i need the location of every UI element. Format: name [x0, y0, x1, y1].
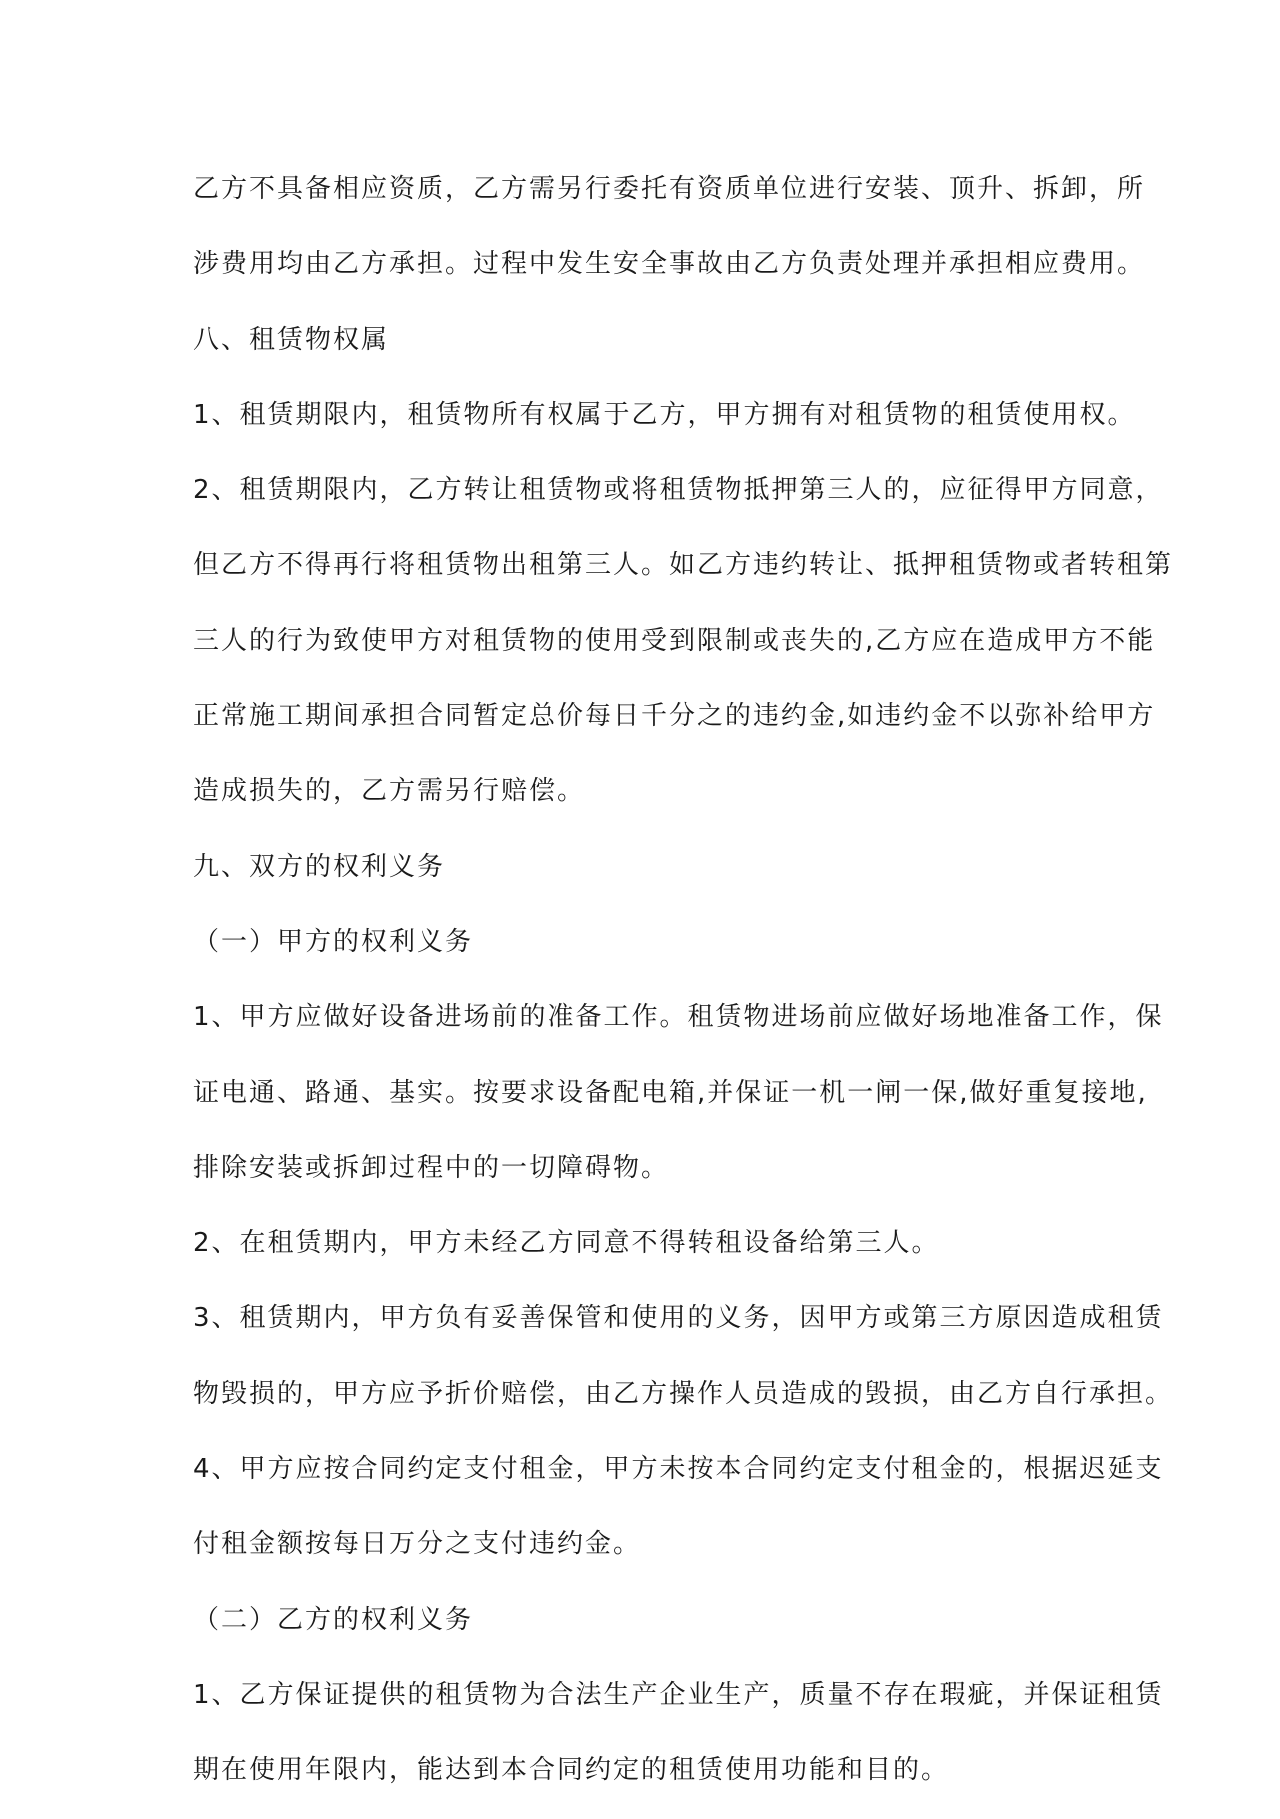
- paragraph-line: 付租金额按每日万分之支付违约金。: [193, 1529, 642, 1560]
- subsection-heading: （二）乙方的权利义务: [193, 1604, 474, 1635]
- paragraph-line: 1、乙方保证提供的租赁物为合法生产企业生产，质量不存在瑕疵，并保证租赁: [193, 1679, 1164, 1710]
- paragraph-line: 期在使用年限内，能达到本合同约定的租赁使用功能和目的。: [193, 1755, 950, 1786]
- contract-text: [193, 162, 1174, 1819]
- paragraph-line: 1、甲方应做好设备进场前的准备工作。租赁物进场前应做好场地准备工作，保: [193, 1002, 1164, 1033]
- paragraph-line: 证电通、路通、基实。按要求设备配电箱,并保证一机一闸一保,做好重复接地,: [193, 1077, 1148, 1108]
- paragraph-line: 造成损失的，乙方需另行赔偿。: [193, 776, 586, 807]
- paragraph-line: 乙方不具备相应资质，乙方需另行委托有资质单位进行安装、顶升、拆卸，所: [193, 174, 1146, 204]
- paragraph-line: 2、在租赁期内，甲方未经乙方同意不得转租设备给第三人。: [193, 1228, 940, 1259]
- section-heading: 九、双方的权利义务: [193, 851, 446, 882]
- paragraph-line: 4、甲方应按合同约定支付租金，甲方未按本合同约定支付租金的，根据迟延支: [193, 1454, 1164, 1485]
- paragraph-line: 1、租赁期限内，租赁物所有权属于乙方，甲方拥有对租赁物的租赁使用权。: [193, 399, 1136, 430]
- paragraph-line: 三人的行为致使甲方对租赁物的使用受到限制或丧失的,乙方应在造成甲方不能: [193, 625, 1156, 656]
- paragraph-line: 涉费用均由乙方承担。过程中发生安全事故由乙方负责处理并承担相应费用。: [193, 249, 1146, 280]
- paragraph-line: 正常施工期间承担合同暂定总价每日千分之的违约金,如违约金不以弥补给甲方: [193, 701, 1156, 732]
- subsection-heading: （一）甲方的权利义务: [193, 926, 474, 957]
- paragraph-line: 3、租赁期内，甲方负有妥善保管和使用的义务，因甲方或第三方原因造成租赁: [193, 1303, 1164, 1334]
- paragraph-line: 排除安装或拆卸过程中的一切障碍物。: [193, 1152, 670, 1183]
- paragraph-line: 但乙方不得再行将租赁物出租第三人。如乙方违约转让、抵押租赁物或者转租第: [193, 550, 1174, 581]
- paragraph-line: 2、租赁期限内，乙方转让租赁物或将租赁物抵押第三人的，应征得甲方同意，: [193, 475, 1164, 506]
- paragraph-line: 物毁损的，甲方应予折价赔偿，由乙方操作人员造成的毁损，由乙方自行承担。: [193, 1378, 1174, 1409]
- section-heading: 八、租赁物权属: [193, 324, 390, 355]
